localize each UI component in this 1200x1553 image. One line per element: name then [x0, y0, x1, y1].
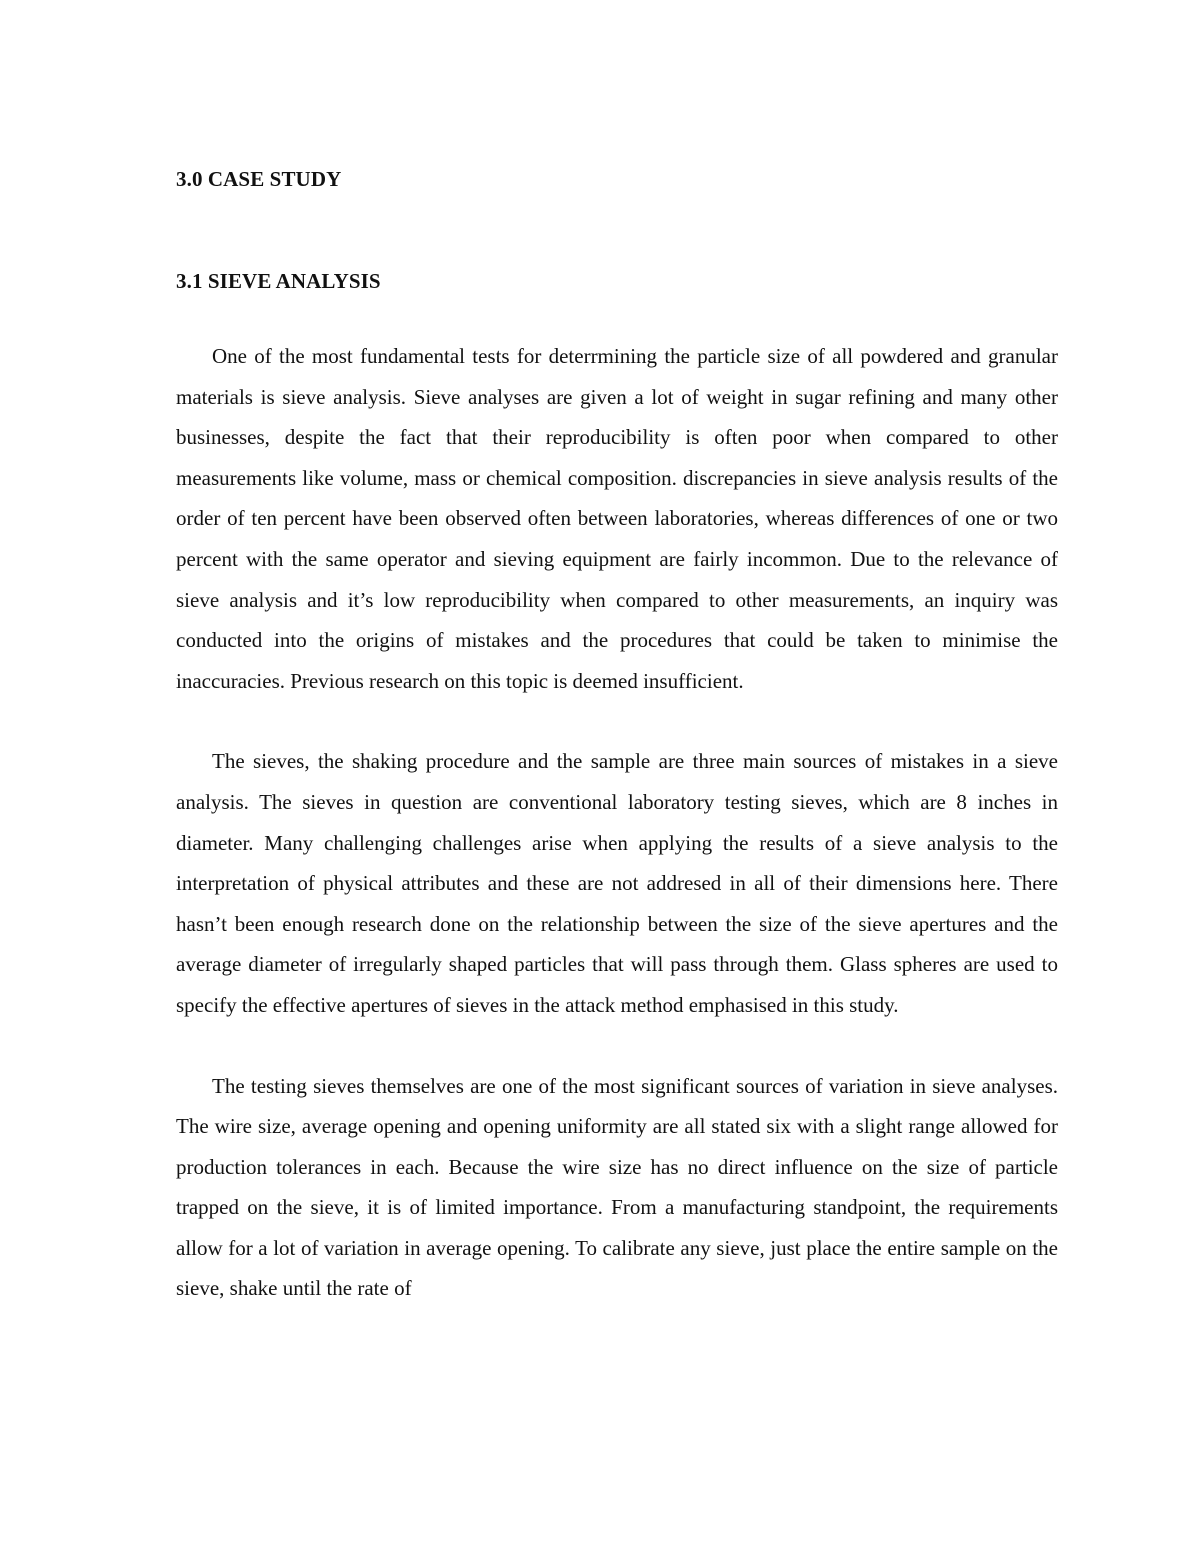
document-body [176, 164, 1058, 1309]
subsection-heading-sieve-analysis: 3.1 SIEVE ANALYSIS [176, 269, 381, 293]
body-paragraph-1: One of the most fundamental tests for deterrmining the particle size of all powdered and granular materials is sieve analysis. Sieve analyses are given a lot of weight in sugar refining and many other businesses, despite the fact that their reproducibility is often poor when compared to other measurements like volume, mass or chemical composition. discrepancies in sieve analysis results of the order of ten percent have been observed often between laboratories, whereas differences of one or two percent with the same operator and sieving equipment are fairly incommon. Due to the relevance of sieve analysis and it’s low reproducibility when compared to other measurements, an inquiry was conducted into the origins of mistakes and the procedures that could be taken to minimise the inaccuracies. Previous research on this topic is deemed insufficient. [176, 344, 1058, 693]
body-paragraph-2: The sieves, the shaking procedure and the sample are three main sources of mistakes in a sieve analysis. The sieves in question are conventional laboratory testing sieves, which are 8 inches in diameter. Many challenging challenges arise when applying the results of a sieve analysis to the interpretation of physical attributes and these are not addresed in all of their dimensions here. There hasn’t been enough research done on the relationship between the size of the sieve apertures and the average diameter of irregularly shaped particles that will pass through them. Glass spheres are used to specify the effective apertures of sieves in the attack method emphasised in this study. [176, 749, 1058, 1017]
body-paragraph-3: The testing sieves themselves are one of the most significant sources of variation in sieve analyses. The wire size, average opening and opening uniformity are all stated six with a slight range allowed for production tolerances in each. Because the wire size has no direct influence on the size of particle trapped on the sieve, it is of limited importance. From a manufacturing standpoint, the requirements allow for a lot of variation in average opening. To calibrate any sieve, just place the entire sample on the sieve, shake until the rate of [176, 1073, 1058, 1301]
section-heading-case-study: 3.0 CASE STUDY [176, 167, 342, 191]
